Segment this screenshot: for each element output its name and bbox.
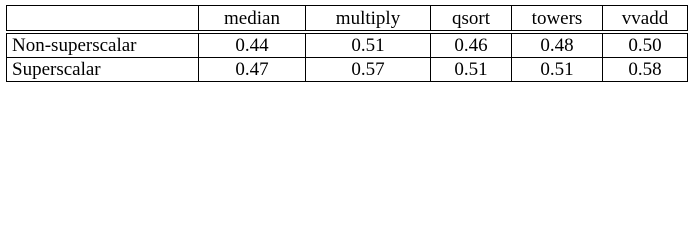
row-label-non-superscalar: Non-superscalar <box>7 32 199 58</box>
column-header-multiply: multiply <box>306 6 431 33</box>
column-header-vvadd: vvadd <box>603 6 688 33</box>
table-cell: 0.47 <box>199 58 306 82</box>
header-row <box>7 6 688 33</box>
column-header-median: median <box>199 6 306 33</box>
table-cell: 0.57 <box>306 58 431 82</box>
column-header-qsort: qsort <box>431 6 512 33</box>
column-header-towers: towers <box>512 6 603 33</box>
table-cell: 0.44 <box>199 32 306 58</box>
table-cell: 0.48 <box>512 32 603 58</box>
table-cell: 0.51 <box>306 32 431 58</box>
table-cell: 0.51 <box>512 58 603 82</box>
table-row <box>7 32 688 58</box>
table-cell: 0.51 <box>431 58 512 82</box>
table-cell: 0.46 <box>431 32 512 58</box>
corner-cell <box>7 6 199 33</box>
table-cell: 0.50 <box>603 32 688 58</box>
table-row <box>7 58 688 82</box>
results-table <box>6 5 688 82</box>
row-label-superscalar: Superscalar <box>7 58 199 82</box>
table-cell: 0.58 <box>603 58 688 82</box>
